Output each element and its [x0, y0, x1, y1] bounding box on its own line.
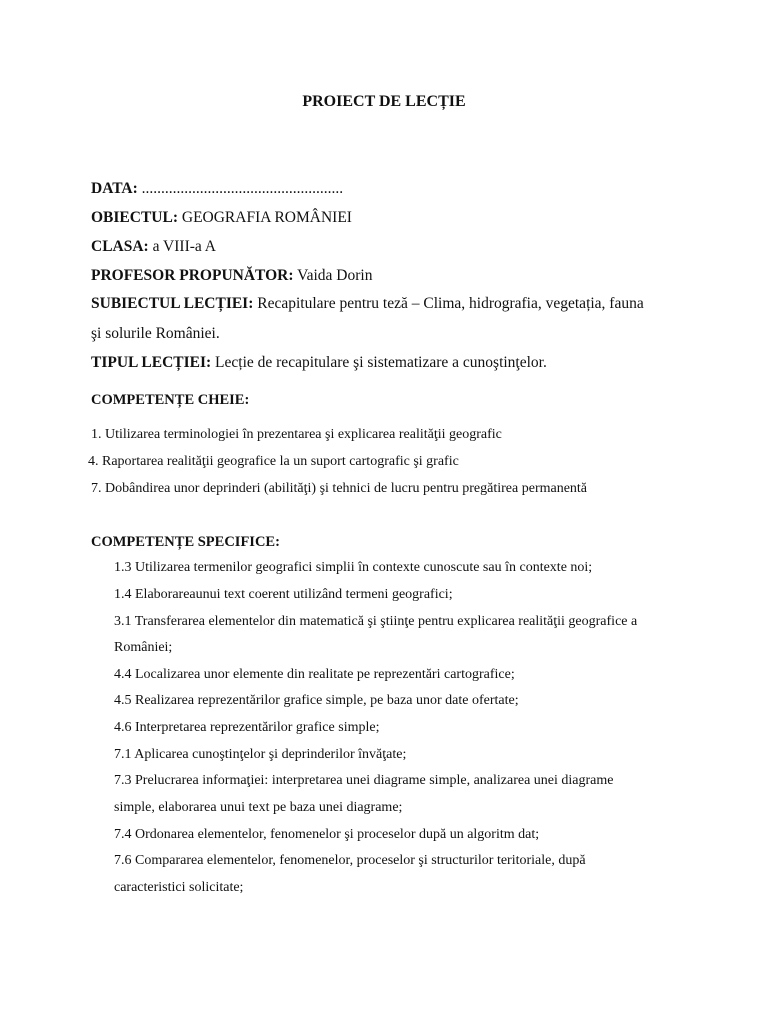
- competenta-specifica-line: 1.4 Elaborareaunui text coerent utilizând termeni geografici;: [114, 587, 453, 602]
- clasa-label: CLASA:: [91, 238, 149, 255]
- clasa-value: a VIII-a A: [148, 238, 216, 255]
- obiectul-value: GEOGRAFIA ROMÂNIEI: [178, 209, 352, 226]
- obiectul-row: [91, 209, 352, 227]
- competenta-cheie-item: 4. Raportarea realităţii geografice la un suport cartografic şi grafic: [88, 454, 459, 469]
- subiectul-value: Recapitulare pentru teză – Clima, hidrografia, vegetația, fauna: [253, 295, 644, 312]
- subiectul-continuation: şi solurile României.: [91, 325, 220, 342]
- clasa-row: [91, 238, 216, 256]
- profesor-label: PROFESOR PROPUNĂTOR:: [91, 267, 294, 284]
- competenta-specifica-line: 7.4 Ordonarea elementelor, fenomenelor şi proceselor după un algoritm dat;: [114, 827, 540, 842]
- competenta-specifica-line: 4.4 Localizarea unor elemente din realitate pe reprezentări cartografice;: [114, 667, 515, 682]
- competenta-specifica-line: României;: [114, 640, 173, 655]
- document-title: PROIECT DE LECȚIE: [302, 93, 466, 110]
- profesor-row: [91, 267, 372, 285]
- subiectul-row: [91, 295, 644, 313]
- competenta-cheie-item: 7. Dobândirea unor deprinderi (abilităţi) şi tehnici de lucru pentru pregătirea permanentă: [91, 481, 588, 496]
- tipul-value: Lecție de recapitulare şi sistematizare a cunoştinţelor.: [211, 354, 547, 371]
- competenta-specifica-line: 7.1 Aplicarea cunoştinţelor şi deprinderilor învăţate;: [114, 747, 407, 762]
- tipul-label: TIPUL LECȚIEI:: [91, 354, 212, 371]
- competenta-specifica-line: 7.6 Compararea elementelor, fenomenelor, proceselor şi structurilor teritoriale, după: [114, 853, 586, 868]
- data-label: DATA:: [91, 180, 138, 197]
- competenta-specifica-line: simple, elaborarea unui text pe baza unei diagrame;: [114, 800, 403, 815]
- competenta-specifica-line: 4.5 Realizarea reprezentărilor grafice simple, pe baza unor date ofertate;: [114, 693, 519, 708]
- competenta-specifica-line: 4.6 Interpretarea reprezentărilor grafice simple;: [114, 720, 380, 735]
- competente-cheie-heading: COMPETENȚE CHEIE:: [91, 392, 250, 408]
- competenta-specifica-line: 7.3 Prelucrarea informaţiei: interpretarea unei diagrame simple, analizarea unei diagrame: [114, 773, 614, 788]
- subiectul-label: SUBIECTUL LECȚIEI:: [91, 295, 254, 312]
- competenta-specifica-line: caracteristici solicitate;: [114, 880, 244, 895]
- competenta-specifica-line: 1.3 Utilizarea termenilor geografici simplii în contexte cunoscute sau în contexte noi;: [114, 560, 593, 575]
- profesor-value: Vaida Dorin: [293, 267, 373, 284]
- competenta-specifica-line: 3.1 Transferarea elementelor din matematică şi ştiinţe pentru explicarea realităţii geografice a: [114, 614, 638, 629]
- data-value: ....................................................: [137, 180, 344, 197]
- competenta-cheie-item: 1. Utilizarea terminologiei în prezentarea şi explicarea realităţii geografic: [91, 427, 502, 442]
- obiectul-label: OBIECTUL:: [91, 209, 178, 226]
- data-row: [91, 180, 343, 198]
- competente-specifice-heading: COMPETENȚE SPECIFICE:: [91, 534, 280, 550]
- tipul-row: [91, 354, 547, 372]
